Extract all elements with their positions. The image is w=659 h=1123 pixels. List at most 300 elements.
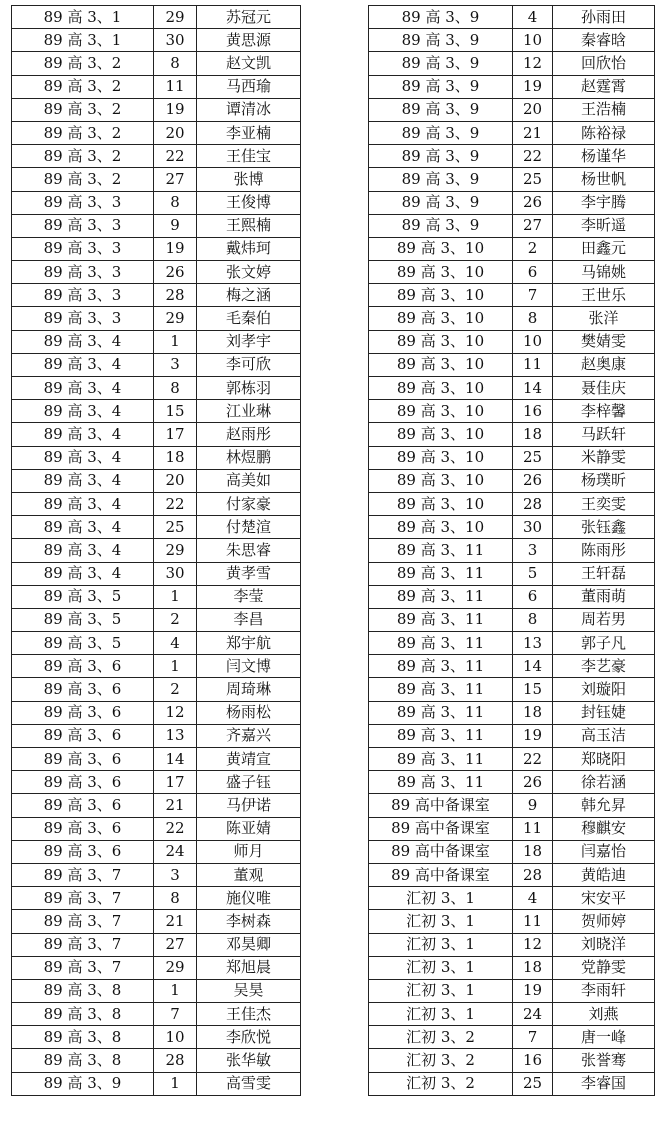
student-name-cell: 李亚楠 [197, 121, 301, 144]
table-row [369, 168, 655, 191]
student-name-cell: 马跃轩 [553, 423, 655, 446]
room-cell: 89 高 3、9 [369, 52, 513, 75]
student-name-cell: 回欣怡 [553, 52, 655, 75]
room-cell: 89 高 3、9 [12, 1072, 154, 1095]
table-row [12, 794, 301, 817]
seat-number-cell: 20 [154, 469, 197, 492]
table-row [369, 585, 655, 608]
seat-number-cell: 8 [513, 307, 553, 330]
table-row [369, 121, 655, 144]
room-cell: 89 高 3、6 [12, 724, 154, 747]
student-name-cell: 杨雨松 [197, 701, 301, 724]
table-row [12, 840, 301, 863]
student-name-cell: 齐嘉兴 [197, 724, 301, 747]
room-cell: 89 高 3、11 [369, 748, 513, 771]
seat-number-cell: 1 [154, 330, 197, 353]
table-row [12, 400, 301, 423]
student-name-cell: 刘孝宇 [197, 330, 301, 353]
seat-number-cell: 21 [154, 910, 197, 933]
room-cell: 89 高 3、8 [12, 1049, 154, 1072]
room-cell: 89 高 3、3 [12, 307, 154, 330]
seat-number-cell: 25 [513, 168, 553, 191]
room-cell: 汇初 3、1 [369, 933, 513, 956]
room-cell: 89 高 3、5 [12, 632, 154, 655]
table-row [369, 863, 655, 886]
table-row [12, 1049, 301, 1072]
table-row [369, 817, 655, 840]
table-row [369, 887, 655, 910]
room-cell: 89 高 3、1 [12, 6, 154, 29]
room-cell: 89 高 3、6 [12, 678, 154, 701]
room-cell: 89 高 3、10 [369, 446, 513, 469]
room-cell: 89 高 3、9 [369, 29, 513, 52]
room-cell: 汇初 3、1 [369, 956, 513, 979]
seat-number-cell: 14 [154, 748, 197, 771]
roster-table-left-body [12, 6, 301, 1096]
student-name-cell: 张钰鑫 [553, 516, 655, 539]
room-cell: 89 高 3、9 [369, 214, 513, 237]
room-cell: 89 高 3、4 [12, 400, 154, 423]
room-cell: 汇初 3、1 [369, 887, 513, 910]
table-row [369, 52, 655, 75]
student-name-cell: 李昌 [197, 608, 301, 631]
seat-number-cell: 26 [154, 261, 197, 284]
student-name-cell: 樊婧雯 [553, 330, 655, 353]
room-cell: 89 高 3、9 [369, 75, 513, 98]
room-cell: 89 高 3、10 [369, 284, 513, 307]
seat-number-cell: 22 [154, 492, 197, 515]
student-name-cell: 黄孝雪 [197, 562, 301, 585]
room-cell: 89 高 3、2 [12, 168, 154, 191]
seat-number-cell: 18 [154, 446, 197, 469]
room-cell: 汇初 3、1 [369, 910, 513, 933]
room-cell: 89 高 3、4 [12, 562, 154, 585]
table-row [369, 956, 655, 979]
student-name-cell: 王世乐 [553, 284, 655, 307]
student-name-cell: 张华敏 [197, 1049, 301, 1072]
table-row [12, 98, 301, 121]
table-row [12, 52, 301, 75]
room-cell: 89 高 3、3 [12, 284, 154, 307]
room-cell: 89 高 3、5 [12, 608, 154, 631]
room-cell: 89 高 3、6 [12, 701, 154, 724]
student-name-cell: 孙雨田 [553, 6, 655, 29]
table-row [369, 840, 655, 863]
room-cell: 汇初 3、1 [369, 979, 513, 1002]
table-row [12, 446, 301, 469]
table-row [369, 933, 655, 956]
table-row [369, 1072, 655, 1095]
room-cell: 89 高 3、10 [369, 492, 513, 515]
table-row [369, 655, 655, 678]
room-cell: 89 高 3、4 [12, 423, 154, 446]
table-row [12, 562, 301, 585]
room-cell: 89 高 3、10 [369, 237, 513, 260]
room-cell: 89 高 3、10 [369, 516, 513, 539]
seat-number-cell: 22 [513, 145, 553, 168]
seat-number-cell: 20 [513, 98, 553, 121]
room-cell: 89 高 3、11 [369, 678, 513, 701]
student-name-cell: 张洋 [553, 307, 655, 330]
student-name-cell: 邓昊卿 [197, 933, 301, 956]
student-name-cell: 江业琳 [197, 400, 301, 423]
student-name-cell: 聂佳庆 [553, 377, 655, 400]
seat-number-cell: 19 [513, 979, 553, 1002]
student-name-cell: 付家豪 [197, 492, 301, 515]
room-cell: 89 高 3、10 [369, 307, 513, 330]
room-cell: 89 高 3、2 [12, 75, 154, 98]
room-cell: 89 高 3、9 [369, 145, 513, 168]
roster-table-left [11, 5, 301, 1096]
table-row [369, 353, 655, 376]
seat-number-cell: 4 [154, 632, 197, 655]
room-cell: 89 高 3、8 [12, 1026, 154, 1049]
student-name-cell: 施仪唯 [197, 887, 301, 910]
student-name-cell: 陈裕禄 [553, 121, 655, 144]
room-cell: 89 高 3、4 [12, 516, 154, 539]
table-row [369, 284, 655, 307]
table-row [12, 307, 301, 330]
seat-number-cell: 19 [154, 237, 197, 260]
seat-number-cell: 8 [154, 191, 197, 214]
table-row [12, 539, 301, 562]
student-name-cell: 高美如 [197, 469, 301, 492]
student-name-cell: 刘燕 [553, 1003, 655, 1026]
student-name-cell: 高玉洁 [553, 724, 655, 747]
room-cell: 89 高 3、4 [12, 377, 154, 400]
table-row [12, 75, 301, 98]
table-row [369, 632, 655, 655]
student-name-cell: 马西瑜 [197, 75, 301, 98]
student-name-cell: 董观 [197, 863, 301, 886]
student-name-cell: 徐若涵 [553, 771, 655, 794]
table-row [12, 145, 301, 168]
room-cell: 89 高 3、7 [12, 910, 154, 933]
seat-number-cell: 10 [513, 330, 553, 353]
seat-number-cell: 12 [154, 701, 197, 724]
table-row [369, 446, 655, 469]
seat-number-cell: 18 [513, 701, 553, 724]
student-name-cell: 毛秦伯 [197, 307, 301, 330]
seat-number-cell: 9 [513, 794, 553, 817]
seat-number-cell: 22 [154, 145, 197, 168]
room-cell: 89 高 3、3 [12, 214, 154, 237]
room-cell: 89 高 3、11 [369, 608, 513, 631]
seat-number-cell: 12 [513, 52, 553, 75]
table-row [369, 771, 655, 794]
table-row [369, 145, 655, 168]
seat-number-cell: 26 [513, 191, 553, 214]
seat-number-cell: 11 [513, 353, 553, 376]
student-name-cell: 周若男 [553, 608, 655, 631]
room-cell: 89 高 3、11 [369, 632, 513, 655]
seat-number-cell: 3 [154, 863, 197, 886]
table-row [12, 353, 301, 376]
student-name-cell: 董雨萌 [553, 585, 655, 608]
seat-number-cell: 18 [513, 956, 553, 979]
seat-number-cell: 10 [154, 1026, 197, 1049]
room-cell: 89 高 3、4 [12, 446, 154, 469]
student-name-cell: 吴昊 [197, 979, 301, 1002]
table-row [369, 492, 655, 515]
student-name-cell: 闫嘉怡 [553, 840, 655, 863]
student-name-cell: 王熙楠 [197, 214, 301, 237]
seat-number-cell: 26 [513, 771, 553, 794]
seat-number-cell: 4 [513, 6, 553, 29]
table-row [12, 887, 301, 910]
table-row [12, 423, 301, 446]
student-name-cell: 李欣悦 [197, 1026, 301, 1049]
seat-number-cell: 15 [154, 400, 197, 423]
table-row [369, 748, 655, 771]
seat-number-cell: 28 [154, 1049, 197, 1072]
student-name-cell: 贺师婷 [553, 910, 655, 933]
table-row [12, 214, 301, 237]
seat-number-cell: 29 [154, 956, 197, 979]
seat-number-cell: 27 [154, 168, 197, 191]
student-name-cell: 林煜鹏 [197, 446, 301, 469]
room-cell: 89 高 3、8 [12, 979, 154, 1002]
student-name-cell: 秦睿晗 [553, 29, 655, 52]
table-row [12, 817, 301, 840]
seat-number-cell: 12 [513, 933, 553, 956]
room-cell: 89 高 3、2 [12, 121, 154, 144]
student-name-cell: 李树森 [197, 910, 301, 933]
table-row [12, 1072, 301, 1095]
table-row [369, 330, 655, 353]
table-row [369, 237, 655, 260]
student-name-cell: 李雨轩 [553, 979, 655, 1002]
seat-number-cell: 18 [513, 423, 553, 446]
table-row [12, 724, 301, 747]
student-name-cell: 师月 [197, 840, 301, 863]
student-name-cell: 李宇腾 [553, 191, 655, 214]
student-name-cell: 陈亚婧 [197, 817, 301, 840]
student-name-cell: 李可欣 [197, 353, 301, 376]
seat-number-cell: 8 [513, 608, 553, 631]
seat-number-cell: 9 [154, 214, 197, 237]
student-name-cell: 刘璇阳 [553, 678, 655, 701]
room-cell: 89 高 3、7 [12, 933, 154, 956]
seat-number-cell: 25 [513, 446, 553, 469]
room-cell: 89 高 3、2 [12, 52, 154, 75]
room-cell: 89 高 3、11 [369, 539, 513, 562]
table-row [12, 29, 301, 52]
student-name-cell: 韩允昇 [553, 794, 655, 817]
room-cell: 89 高 3、11 [369, 655, 513, 678]
student-name-cell: 李艺豪 [553, 655, 655, 678]
student-name-cell: 黄靖宣 [197, 748, 301, 771]
room-cell: 89 高 3、9 [369, 168, 513, 191]
room-cell: 89 高 3、6 [12, 794, 154, 817]
room-cell: 89 高 3、4 [12, 469, 154, 492]
table-row [369, 6, 655, 29]
student-name-cell: 杨谨华 [553, 145, 655, 168]
room-cell: 89 高 3、3 [12, 261, 154, 284]
student-name-cell: 郑晓阳 [553, 748, 655, 771]
seat-number-cell: 19 [154, 98, 197, 121]
table-row [369, 539, 655, 562]
seat-number-cell: 17 [154, 771, 197, 794]
seat-number-cell: 7 [154, 1003, 197, 1026]
seat-number-cell: 19 [513, 75, 553, 98]
table-row [369, 701, 655, 724]
student-name-cell: 梅之涵 [197, 284, 301, 307]
table-row [12, 377, 301, 400]
seat-number-cell: 16 [513, 1049, 553, 1072]
student-name-cell: 李睿国 [553, 1072, 655, 1095]
room-cell: 89 高 3、11 [369, 701, 513, 724]
room-cell: 89 高 3、10 [369, 330, 513, 353]
student-name-cell: 宋安平 [553, 887, 655, 910]
seat-number-cell: 29 [154, 307, 197, 330]
student-name-cell: 张誉骞 [553, 1049, 655, 1072]
room-cell: 89 高 3、3 [12, 191, 154, 214]
student-name-cell: 朱思睿 [197, 539, 301, 562]
seat-number-cell: 24 [513, 1003, 553, 1026]
student-name-cell: 郑宇航 [197, 632, 301, 655]
room-cell: 89 高 3、11 [369, 585, 513, 608]
table-row [369, 1026, 655, 1049]
student-name-cell: 马锦姚 [553, 261, 655, 284]
student-name-cell: 杨璞昕 [553, 469, 655, 492]
table-row [369, 75, 655, 98]
table-row [369, 214, 655, 237]
table-row [12, 330, 301, 353]
roster-table-right-body [369, 6, 655, 1096]
table-row [12, 237, 301, 260]
student-name-cell: 高雪雯 [197, 1072, 301, 1095]
table-row [369, 469, 655, 492]
seat-number-cell: 13 [154, 724, 197, 747]
seat-number-cell: 11 [513, 817, 553, 840]
seat-number-cell: 11 [154, 75, 197, 98]
table-row [369, 377, 655, 400]
student-name-cell: 唐一峰 [553, 1026, 655, 1049]
student-name-cell: 王俊博 [197, 191, 301, 214]
room-cell: 89 高 3、6 [12, 817, 154, 840]
table-row [12, 261, 301, 284]
student-name-cell: 戴炜珂 [197, 237, 301, 260]
room-cell: 89 高 3、6 [12, 771, 154, 794]
seat-number-cell: 25 [513, 1072, 553, 1095]
table-row [12, 771, 301, 794]
seat-number-cell: 2 [513, 237, 553, 260]
table-row [369, 400, 655, 423]
room-cell: 89 高 3、10 [369, 400, 513, 423]
table-row [12, 655, 301, 678]
table-row [12, 121, 301, 144]
room-cell: 89 高 3、10 [369, 469, 513, 492]
room-cell: 89 高 3、1 [12, 29, 154, 52]
student-name-cell: 李昕遥 [553, 214, 655, 237]
seat-number-cell: 28 [154, 284, 197, 307]
room-cell: 89 高 3、4 [12, 330, 154, 353]
seat-number-cell: 28 [513, 863, 553, 886]
table-row [369, 1049, 655, 1072]
room-cell: 89 高 3、11 [369, 724, 513, 747]
student-name-cell: 赵雨彤 [197, 423, 301, 446]
seat-number-cell: 4 [513, 887, 553, 910]
room-cell: 89 高 3、6 [12, 748, 154, 771]
table-row [369, 608, 655, 631]
seat-number-cell: 10 [513, 29, 553, 52]
student-name-cell: 黄皓迪 [553, 863, 655, 886]
student-name-cell: 郑旭晨 [197, 956, 301, 979]
student-name-cell: 周琦琳 [197, 678, 301, 701]
seat-number-cell: 15 [513, 678, 553, 701]
student-name-cell: 盛子钰 [197, 771, 301, 794]
seat-number-cell: 21 [154, 794, 197, 817]
student-name-cell: 党静雯 [553, 956, 655, 979]
seat-number-cell: 19 [513, 724, 553, 747]
table-row [369, 516, 655, 539]
table-row [369, 261, 655, 284]
seat-number-cell: 22 [154, 817, 197, 840]
seat-number-cell: 14 [513, 377, 553, 400]
student-name-cell: 黄思源 [197, 29, 301, 52]
seat-number-cell: 2 [154, 678, 197, 701]
table-row [12, 191, 301, 214]
room-cell: 89 高中备课室 [369, 863, 513, 886]
seat-number-cell: 1 [154, 1072, 197, 1095]
seat-number-cell: 27 [513, 214, 553, 237]
seat-number-cell: 1 [154, 655, 197, 678]
seat-number-cell: 13 [513, 632, 553, 655]
seat-number-cell: 3 [513, 539, 553, 562]
seat-number-cell: 14 [513, 655, 553, 678]
seat-number-cell: 6 [513, 585, 553, 608]
room-cell: 89 高中备课室 [369, 840, 513, 863]
table-row [369, 98, 655, 121]
student-name-cell: 田鑫元 [553, 237, 655, 260]
student-name-cell: 马伊诺 [197, 794, 301, 817]
seat-number-cell: 6 [513, 261, 553, 284]
seat-number-cell: 30 [154, 562, 197, 585]
seat-number-cell: 21 [513, 121, 553, 144]
student-name-cell: 赵奥康 [553, 353, 655, 376]
seat-number-cell: 1 [154, 979, 197, 1002]
room-cell: 89 高中备课室 [369, 817, 513, 840]
student-name-cell: 杨世帆 [553, 168, 655, 191]
seat-number-cell: 30 [154, 29, 197, 52]
table-row [12, 284, 301, 307]
room-cell: 89 高 3、3 [12, 237, 154, 260]
room-cell: 89 高 3、7 [12, 863, 154, 886]
room-cell: 89 高 3、10 [369, 261, 513, 284]
student-name-cell: 王浩楠 [553, 98, 655, 121]
seat-number-cell: 29 [154, 539, 197, 562]
student-name-cell: 封钰婕 [553, 701, 655, 724]
table-row [12, 933, 301, 956]
student-name-cell: 王轩磊 [553, 562, 655, 585]
table-row [12, 585, 301, 608]
table-row [12, 492, 301, 515]
table-row [369, 794, 655, 817]
room-cell: 89 高 3、2 [12, 98, 154, 121]
room-cell: 汇初 3、2 [369, 1026, 513, 1049]
student-name-cell: 刘晓洋 [553, 933, 655, 956]
student-name-cell: 郭栋羽 [197, 377, 301, 400]
seat-number-cell: 11 [513, 910, 553, 933]
table-row [369, 29, 655, 52]
table-row [12, 608, 301, 631]
table-row [12, 632, 301, 655]
room-cell: 89 高 3、7 [12, 956, 154, 979]
room-cell: 89 高 3、4 [12, 539, 154, 562]
seat-number-cell: 17 [154, 423, 197, 446]
table-row [369, 423, 655, 446]
